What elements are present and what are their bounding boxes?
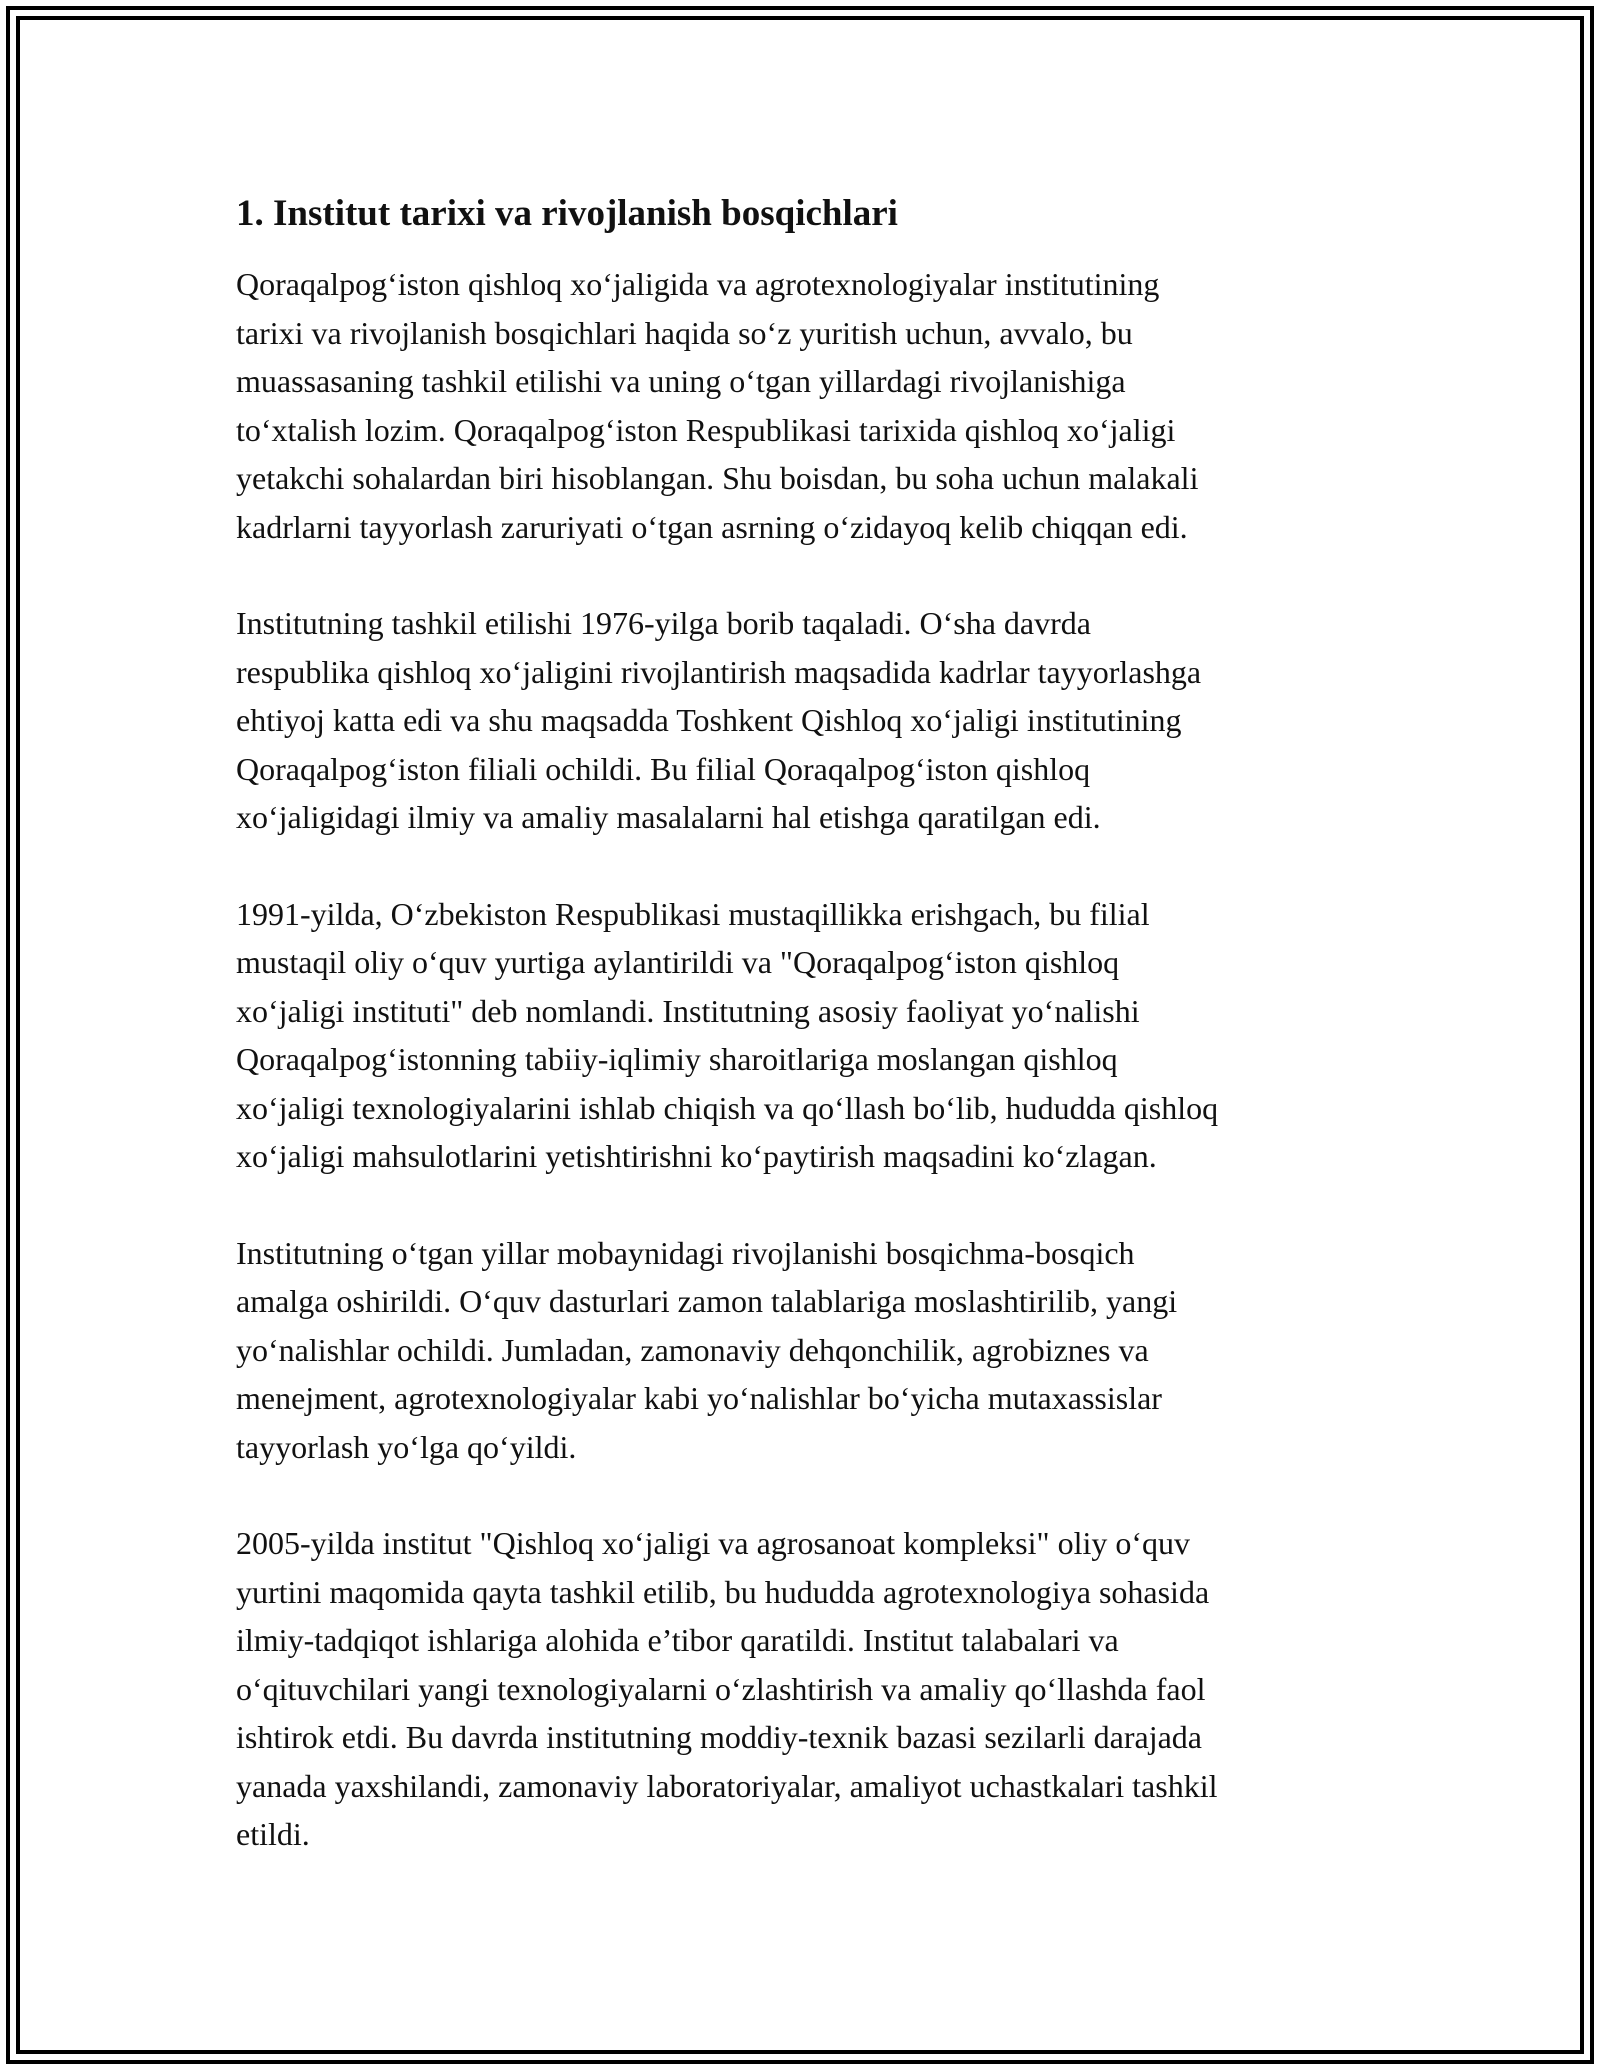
- paragraph-2005-reorganization: 2005-yilda institut "Qishloq xo‘jaligi va agrosanoat kompleksi" oliy o‘quv yurtini maqomida qayta tashkil etilib, bu hududda agrotexnologiya sohasida ilmiy-tadqiqot ishlariga alohida e’tibor qaratildi. Institut talabalari va o‘qituvchilari yangi texnologiyalarni o‘zlashtirish va amaliy qo‘llashda faol ishtirok etdi. Bu davrda institutning moddiy-texnik bazasi sezilarli darajada yanada yaxshilandi, zamonaviy laboratoriyalar, amaliyot uchastkalari tashkil etildi.: [236, 1525, 1218, 1852]
- paragraph-founding-context: Qoraqalpog‘iston qishloq xo‘jaligida va agrotexnologiyalar institutining tarixi va rivojlanish bosqichlari haqida so‘z yuritish uchun, avvalo, bu muassasaning tashkil etilishi va uning o‘tgan yillardagi rivojlanishiga to‘xtalish lozim. Qoraqalpog‘iston Respublikasi tarixida qishloq xo‘jaligi yetakchi sohalardan biri hisoblangan. Shu boisdan, bu soha uchun malakali kadrlarni tayyorlash zaruriyati o‘tgan asrning o‘zidayoq kelib chiqqan edi.: [236, 266, 1199, 545]
- paragraph-1976-branch: Institutning tashkil etilishi 1976-yilga borib taqaladi. O‘sha davrda respublika qishloq xo‘jaligini rivojlantirish maqsadida kadrlar tayyorlashga ehtiyoj katta edi va shu maqsadda Toshkent Qishloq xo‘jaligi institutining Qoraqalpog‘iston filiali ochildi. Bu filial Qoraqalpog‘iston qishloq xo‘jaligidagi ilmiy va amaliy masalalarni hal etishga qaratilgan edi.: [236, 605, 1202, 835]
- paragraph-1991-independence: 1991-yilda, O‘zbekiston Respublikasi mustaqillikka erishgach, bu filial mustaqil oliy o‘quv yurtiga aylantirildi va "Qoraqalpog‘iston qishloq xo‘jaligi instituti" deb nomlandi. Institutning asosiy faoliyat yo‘nalishi Qoraqalpog‘istonning tabiiy-iqlimiy sharoitlariga moslangan qishloq xo‘jaligi texnologiyalarini ishlab chiqish va qo‘llash bo‘lib, hududda qishloq xo‘jaligi mahsulotlarini yetishtirishni ko‘paytirish maqsadini ko‘zlagan.: [236, 895, 1219, 1174]
- section-heading: 1. Institut tarixi va rivojlanish bosqichlari: [236, 193, 898, 234]
- paragraph-development-stages: Institutning o‘tgan yillar mobaynidagi rivojlanishi bosqichma-bosqich amalga oshirildi. O‘quv dasturlari zamon talablariga moslashtirilib, yangi yo‘nalishlar ochildi. Jumladan, zamonaviy dehqonchilik, agrobiznes va menejment, agrotexnologiyalar kabi yo‘nalishlar bo‘yicha mutaxassislar tayyorlash yo‘lga qo‘yildi.: [236, 1234, 1178, 1465]
- document-body: [236, 188, 1372, 1907]
